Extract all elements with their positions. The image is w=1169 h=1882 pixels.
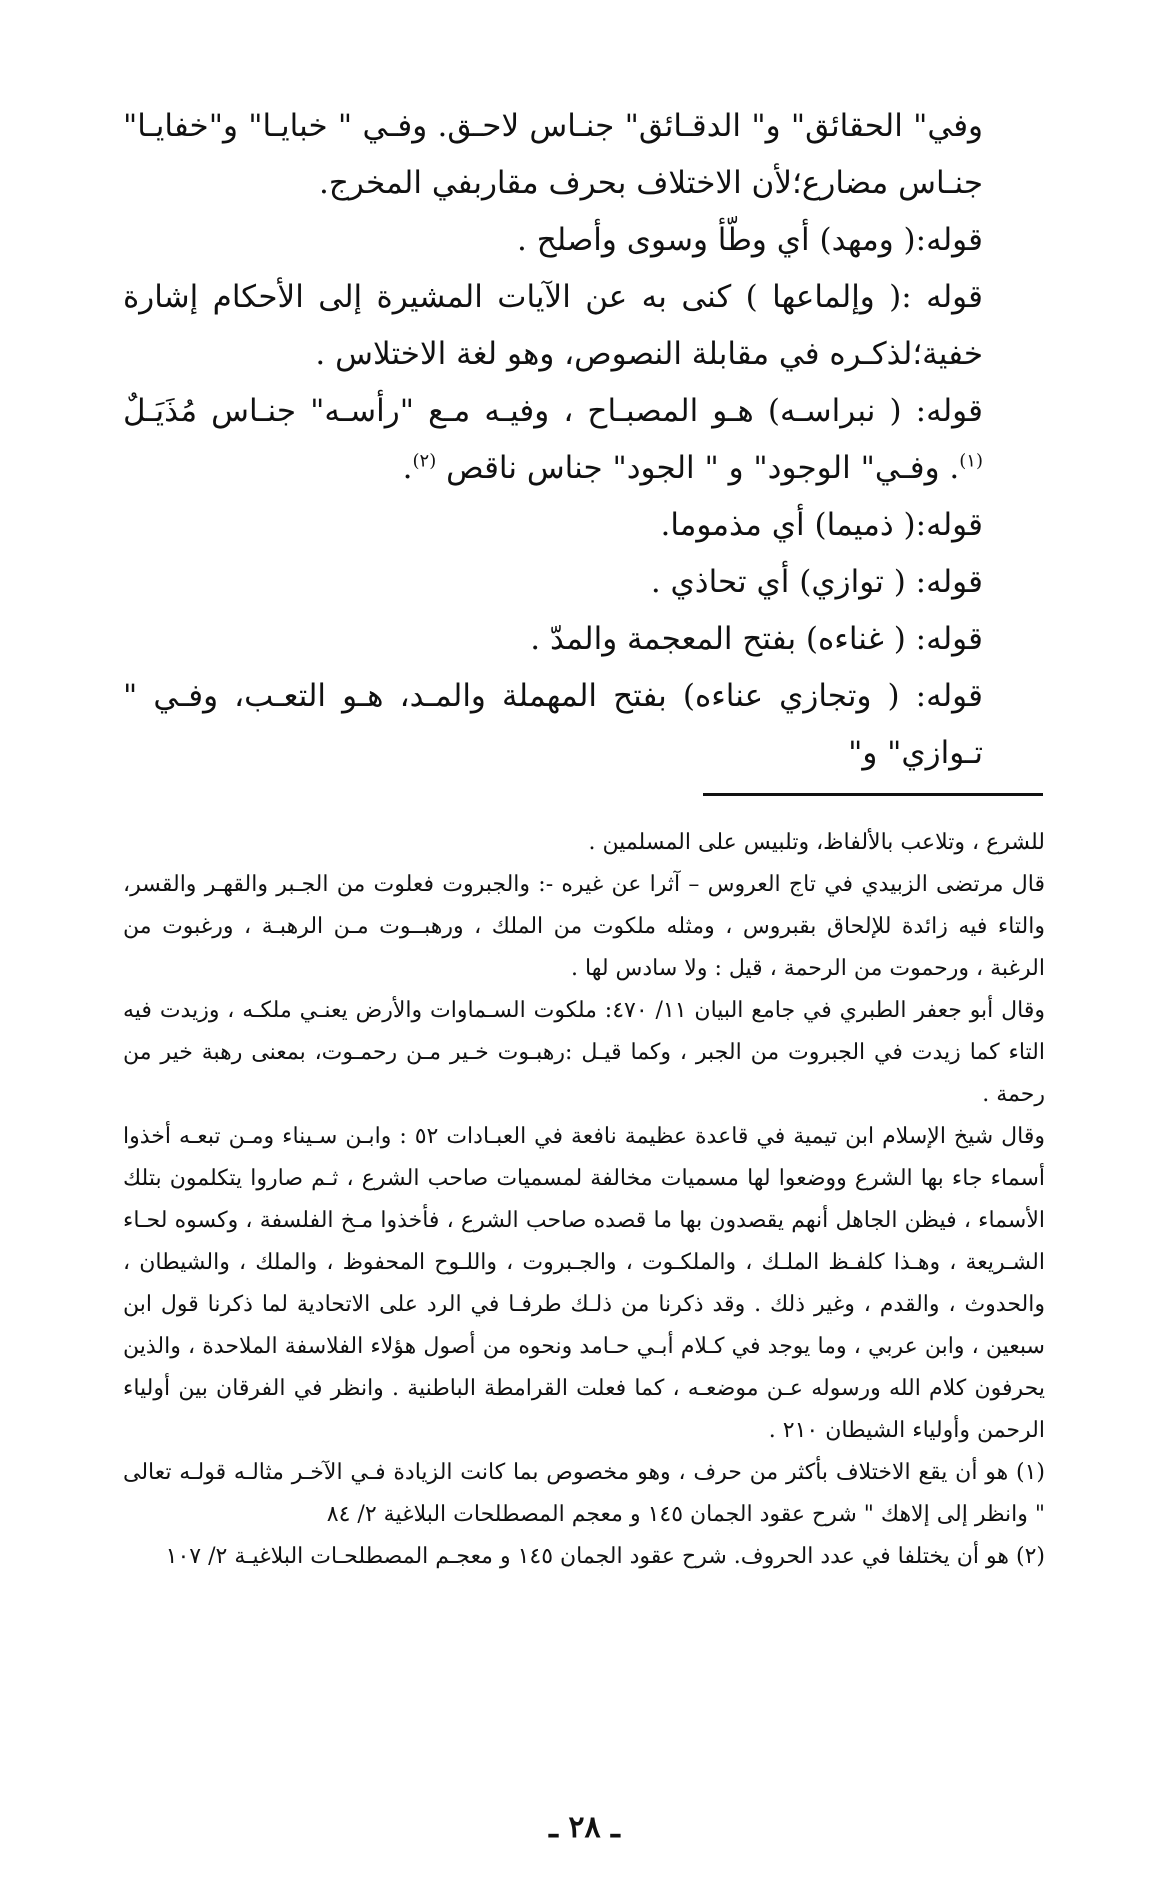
footnote-1	[123, 1452, 1045, 1536]
paragraph-nibrasuh	[123, 383, 1045, 497]
footnote-2-number: (٢)	[1015, 1544, 1045, 1569]
footnote-divider	[703, 793, 1043, 796]
paragraph-mahhada: قوله:( ومهد) أي وطّأ وسوى وأصلح .	[516, 222, 983, 258]
nibrasuh-end: .	[402, 450, 413, 486]
footnote-mark-2: (٢)	[412, 450, 437, 472]
footnote-2-text: هو أن يختلفا في عدد الحروف. شرح عقود الجمان ١٤٥ و معجـم المصطلحـات البلاغيـة ٢/ ١٠٧	[165, 1544, 1009, 1569]
paragraph-tuwazi: قوله: ( توازي) أي تحاذي .	[650, 564, 983, 600]
footnote-continuation-3: وقال أبو جعفر الطبري في جامع البيان ١١/ ٤٧٠: ملكوت السـماوات والأرض يعنـي ملكـه ، وزيدت فيه التاء كما زيدت في الجبروت من الجبر ، وكما قيـل :رهبـوت خـير مـن رحمـوت، بمعنى رهبة خير من رحمة .	[123, 998, 1045, 1107]
wujud-text: . وفـي" الوجود" و " الجود" جناس ناقص	[446, 450, 960, 486]
paragraph-ghanaah: قوله: ( غناءه) بفتح المعجمة والمدّ .	[530, 621, 983, 657]
footnote-mark-1: (١)	[959, 450, 983, 472]
footnote-continuation-4: وقال شيخ الإسلام ابن تيمية في قاعدة عظيمة نافعة في العبـادات ٥٢ : وابـن سـيناء ومـن تبعـه أخذوا أسماء جاء بها الشرع ووضعوا لها مسميات مخالفة لمسميات صاحب الشرع ، ثـم صاروا يتكلمون بتلك الأسماء ، فيظن الجاهل أنهم يقصدون بها ما قصده صاحب الشرع ، فأخذوا مـخ الفلسفة ، وكسوه لحـاء الشـريعة ، وهـذا كلفـظ الملـك ، والملكـوت ، والجـبروت ، واللـوح المحفوظ ، والملك ، والشيطان ، والحدوث ، والقدم ، وغير ذلك . وقد ذكرنا من ذلـك طرفـا في الرد على الاتحادية لما ذكرنا قول ابن سبعين ، وابن عربي ، وما يوجد في كـلام أبـي حـامد ونحوه من أصول هؤلاء الفلاسفة الملاحدة ، والذين يحرفون كلام الله ورسوله عـن موضعـه ، كما فعلت القرامطة الباطنية . وانظر في الفرقان بين أولياء الرحمن وأولياء الشيطان ٢١٠ .	[123, 1124, 1045, 1443]
footnote-1-text: هو أن يقع الاختلاف بأكثر من حرف ، وهو مخصوص بما كانت الزيادة فـي الآخـر مثالـه قولـه تعالى " وانظر إلى إلاهك " شرح عقود الجمان ١٤٥ و معجم المصطلحات البلاغية ٢/ ٨٤	[123, 1460, 1045, 1527]
paragraph-dhamiman: قوله:( ذميما) أي مذموما.	[660, 507, 983, 543]
paragraph-ilmaiha: قوله :( وإلماعها ) كنى به عن الآيات المشيرة إلى الأحكام إشارة خفية؛لذكـره في مقابلة النصوص، وهو لغة الاختلاس .	[123, 279, 983, 372]
footnote-2	[123, 1536, 1045, 1578]
footnotes-block	[123, 822, 1045, 1578]
paragraph-tujazi: قوله: ( وتجازي عناءه) بفتح المهملة والمـد، هـو التعـب، وفـي " تـوازي" و"	[123, 678, 983, 771]
nibrasuh-text: قوله: ( نبراسـه) هـو المصبـاح ، وفيـه مـع "رأسـه" جنـاس مُذَيَـلٌ	[123, 393, 983, 429]
footnote-continuation-2: قال مرتضى الزبيدي في تاج العروس – آثرا عن غيره -: والجبروت فعلوت من الجـبر والقهـر والقسر، والتاء فيه زائدة للإلحاق بقبروس ، ومثله ملكوت من الملك ، ورهبــوت مـن الرهبـة ، ورغبوت من الرغبة ، ورحموت من الرحمة ، قيل : ولا سادس لها .	[123, 872, 1045, 981]
page-number: ـ ٢٨ ـ	[549, 1810, 620, 1845]
paragraph-jinas-lahiq: وفي" الحقائق" و" الدقـائق" جنـاس لاحـق. وفـي " خبايـا" و"خفايـا" جنـاس مضارع؛لأن الاختلاف بحرف مقاربفي المخرج.	[123, 108, 983, 201]
footnote-continuation-1: للشرع ، وتلاعب بالألفاظ، وتلبيس على المسلمين .	[588, 830, 1045, 855]
main-text-block	[123, 98, 1045, 782]
footnote-1-number: (١)	[1015, 1460, 1045, 1485]
